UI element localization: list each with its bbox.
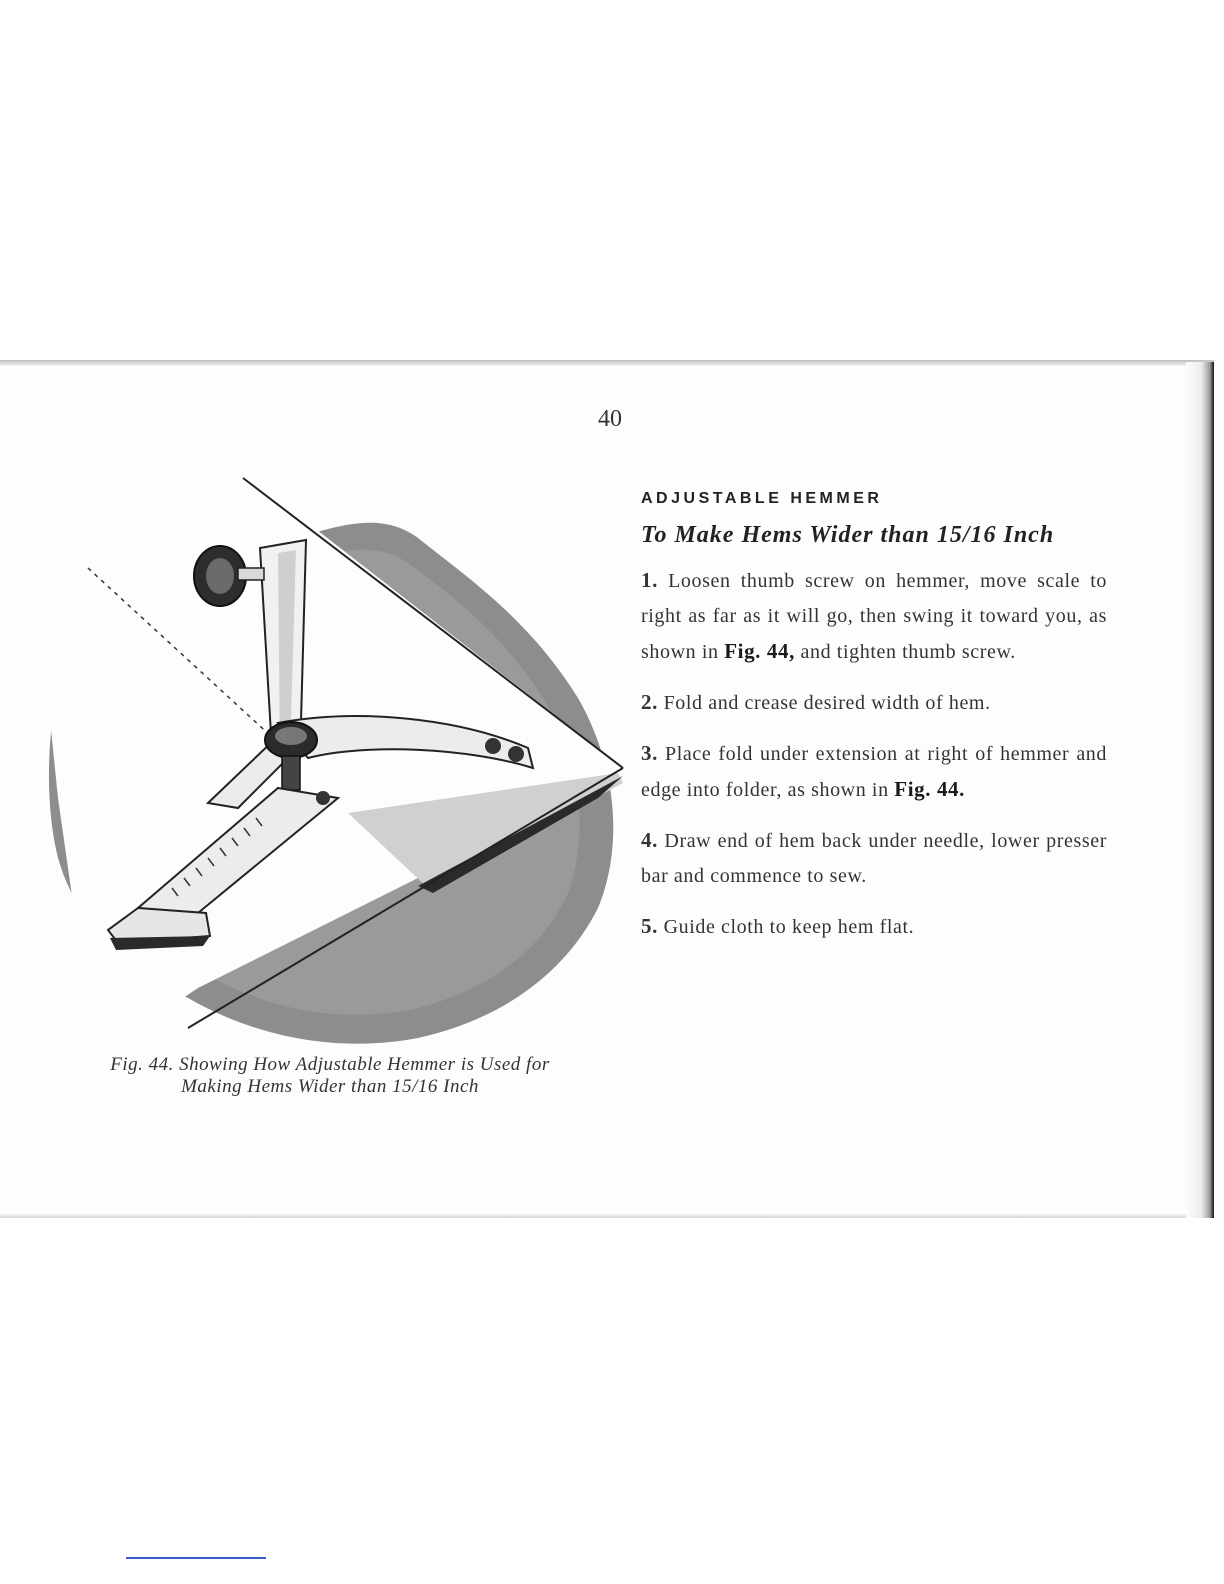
thumb-screw-shaft [238,568,264,580]
section-title: ADJUSTABLE HEMMER [641,490,883,507]
hemmer-drawing [38,468,628,1048]
step-number: 3. [641,741,658,765]
figure-44-illustration [38,468,628,1048]
scale-screw [316,791,330,805]
step-text: Guide cloth to keep hem flat. [663,916,915,938]
center-screw-post [282,756,300,790]
step-text-continued: and tighten thumb screw. [800,641,1016,663]
arm-hole-1 [485,738,501,754]
step-4 [641,823,1107,894]
step-number: 1. [641,568,658,592]
step-text: Loosen thumb screw on hemmer, move scale to right as far as it will go, then swing it toward you, as shown in [641,570,1107,663]
step-number: 4. [641,828,658,852]
step-5 [641,909,1107,945]
step-text: Place fold under extension at right of hemmer and edge into folder, as shown in [641,743,1107,801]
section-subtitle: To Make Hems Wider than 15/16 Inch [641,522,1055,548]
caption-line-2: Making Hems Wider than 15/16 Inch [181,1076,479,1097]
step-number: 2. [641,690,658,714]
page-bottom-edge [0,1214,1214,1218]
page-number: 40 [598,406,622,432]
center-screw-top [275,727,307,745]
figure-reference: Fig. 44, [724,639,795,663]
page-top-edge [0,360,1214,366]
step-text: Fold and crease desired width of hem. [663,692,991,714]
step-2 [641,685,1107,721]
figure-caption [60,1054,600,1098]
thumb-screw-knob-face [206,558,234,594]
arm-hole-2 [508,746,524,762]
step-1 [641,563,1107,670]
link-underline[interactable] [126,1557,266,1559]
step-number: 5. [641,914,658,938]
caption-line-1: Fig. 44. Showing How Adjustable Hemmer is Used for [110,1054,550,1075]
page-binding-shadow [1186,362,1214,1218]
instructions-column [641,490,1107,960]
step-3 [641,736,1107,808]
step-text: Draw end of hem back under needle, lower presser bar and commence to sew. [641,830,1107,887]
figure-reference: Fig. 44. [894,777,965,801]
